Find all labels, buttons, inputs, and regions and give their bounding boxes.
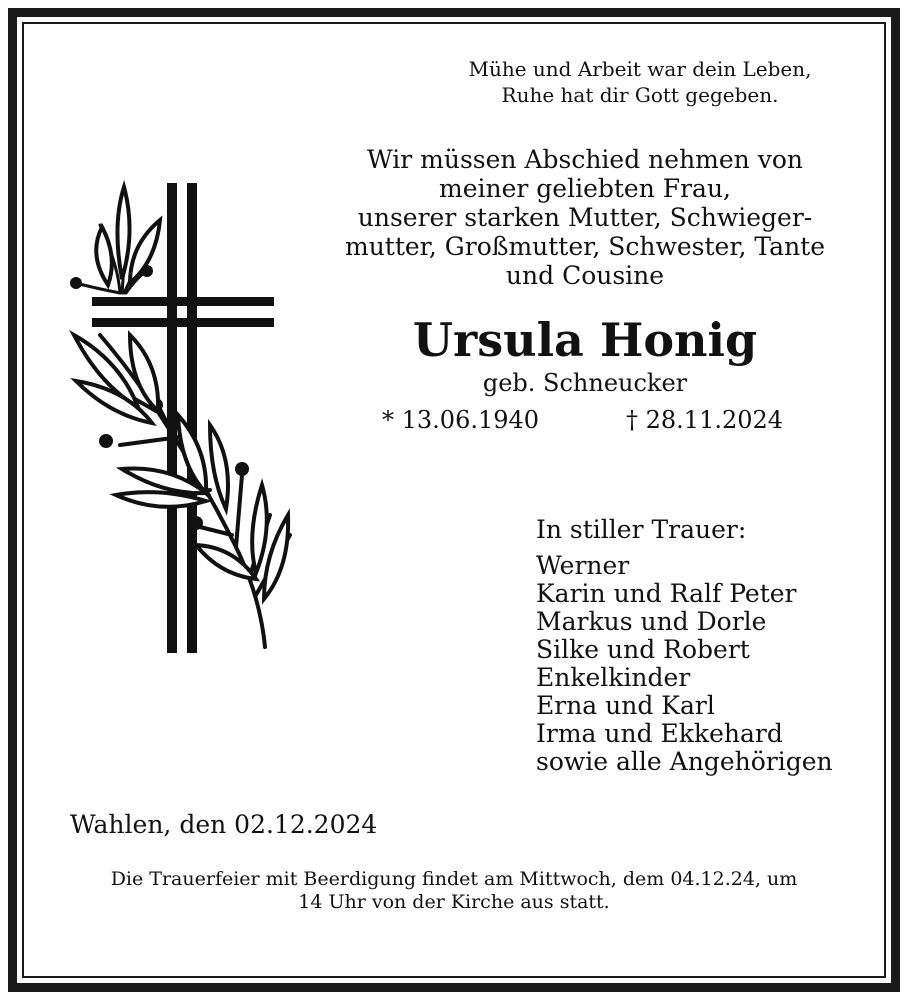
deceased-name: Ursula Honig	[412, 313, 758, 367]
list-item: Werner	[536, 551, 630, 580]
list-item: Enkelkinder	[536, 663, 691, 692]
intro-text	[320, 145, 850, 290]
place-and-date: Wahlen, den 02.12.2024	[70, 810, 378, 839]
list-item: Karin und Ralf Peter	[536, 579, 797, 608]
motto	[440, 56, 840, 108]
list-item: Erna und Karl	[536, 691, 715, 720]
funeral-notice	[40, 868, 868, 914]
motto-line: Mühe und Arbeit war dein Leben,	[468, 57, 812, 81]
birth-name: geb. Schneucker	[482, 369, 688, 397]
mourners-heading: In stiller Trauer:	[536, 515, 747, 544]
intro-line: unserer starken Mutter, Schwieger-	[357, 203, 813, 232]
funeral-line: 14 Uhr von der Kirche aus statt.	[298, 891, 610, 913]
funeral-line: Die Trauerfeier mit Beerdigung findet am Mittwoch, dem 04.12.24, um	[110, 868, 798, 890]
intro-line: Wir müssen Abschied nehmen von	[366, 145, 803, 174]
intro-line: meiner geliebten Frau,	[438, 174, 732, 203]
list-item: Irma und Ekkehard	[536, 719, 783, 748]
intro-line: und Cousine	[505, 261, 665, 290]
mourners-list	[536, 552, 833, 776]
cross-with-palm-branch-icon	[60, 175, 310, 665]
motto-line: Ruhe hat dir Gott gegeben.	[501, 83, 779, 107]
birth-date: * 13.06.1940	[382, 406, 540, 434]
intro-line: mutter, Großmutter, Schwester, Tante	[344, 232, 826, 261]
death-date: † 28.11.2024	[626, 406, 784, 434]
list-item: Silke und Robert	[536, 635, 750, 664]
mourners-section	[536, 516, 833, 776]
list-item: sowie alle Angehörigen	[536, 747, 833, 776]
list-item: Markus und Dorle	[536, 607, 767, 636]
